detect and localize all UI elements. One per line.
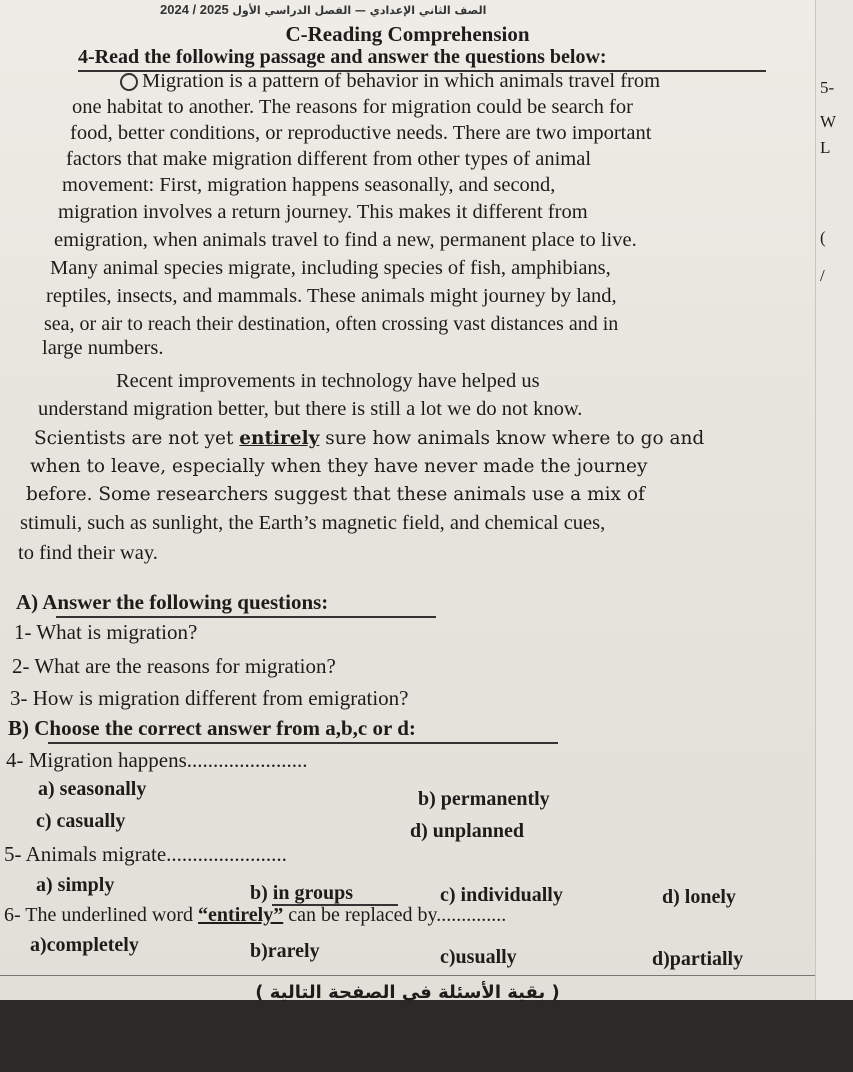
margin-fragment: 5- (820, 78, 835, 97)
passage-line-14: Scientists are not yet entirely sure how animals know where to go and (34, 428, 705, 449)
page-header (160, 2, 486, 17)
passage-line-4: factors that make migration different from other types of animal (66, 148, 592, 170)
section-b-underline (48, 742, 558, 744)
margin-fragment: ( (820, 228, 826, 247)
margin-fragment: W (820, 112, 837, 131)
section-b-heading: B) Choose the correct answer from a,b,c or d: (8, 716, 416, 740)
passage-line-9: reptiles, insects, and mammals. These animals might journey by land, (46, 285, 617, 307)
instruction: 4-Read the following passage and answer the questions below: (78, 46, 607, 68)
passage-line-15: when to leave, especially when they have never made the journey (30, 456, 648, 477)
question-2: 2- What are the reasons for migration? (12, 654, 336, 678)
passage-line-1: Migration is a pattern of behavior in which animals travel from (120, 70, 660, 93)
margin-fragment: / (820, 266, 825, 285)
q6-option-b[interactable]: b)rarely (250, 940, 320, 962)
q5-option-c[interactable]: c) individually (440, 884, 563, 906)
table-surface (0, 1000, 853, 1072)
passage-line-18: to find their way. (18, 542, 158, 564)
next-page-edge (815, 0, 853, 1030)
passage-line-5: movement: First, migration happens seasonally, and second, (62, 174, 556, 196)
passage-line-13: understand migration better, but there is still a lot we do not know. (38, 398, 583, 420)
q6-option-c[interactable]: c)usually (440, 946, 517, 968)
q6-option-d[interactable]: d)partially (652, 948, 744, 970)
passage-line-8: Many animal species migrate, including species of fish, amphibians, (50, 257, 611, 279)
underlined-word: entirely (239, 428, 320, 449)
passage-line-12: Recent improvements in technology have helped us (116, 370, 540, 392)
footer-note: ( بقية الأسئلة في الصفحة التالية ) (255, 982, 560, 1003)
arabic-header: الصف الثاني الإعدادي — الفصل الدراسي الأول (232, 4, 487, 17)
q5-option-b[interactable]: b) in groups (250, 882, 354, 904)
section-title: C-Reading Comprehension (285, 22, 530, 46)
passage-line-16: before. Some researchers suggest that these animals use a mix of (26, 484, 645, 505)
passage-line-10: sea, or air to reach their destination, often crossing vast distances and in (44, 313, 619, 335)
passage-line-3: food, better conditions, or reproductive needs. There are two important (70, 122, 652, 144)
q4-option-a[interactable]: a) seasonally (38, 778, 147, 800)
passage-line-17: stimuli, such as sunlight, the Earth’s magnetic field, and chemical cues, (20, 512, 606, 534)
q4-option-b[interactable]: b) permanently (418, 788, 550, 810)
q4-option-c[interactable]: c) casually (36, 810, 126, 832)
question-5-stem: 5- Animals migrate....................... (4, 842, 287, 866)
question-4-stem: 4- Migration happens....................... (6, 748, 308, 772)
passage-line-6: migration involves a return journey. This makes it different from (58, 201, 588, 223)
q6-word: “entirely” (198, 904, 284, 926)
footer-divider (0, 975, 815, 976)
circle-mark-icon (120, 73, 138, 91)
q5-option-d[interactable]: d) lonely (662, 886, 736, 908)
margin-fragment: L (820, 138, 831, 157)
section-a-heading: A) Answer the following questions: (16, 590, 329, 614)
q6-option-a[interactable]: a)completely (30, 934, 139, 956)
section-a-underline (56, 616, 436, 618)
passage-line-2: one habitat to another. The reasons for migration could be search for (72, 96, 633, 118)
passage-line-7: emigration, when animals travel to find a new, permanent place to live. (54, 229, 637, 251)
school-year: 2024 / 2025 (160, 2, 229, 17)
question-1: 1- What is migration? (14, 620, 198, 644)
q4-option-d[interactable]: d) unplanned (410, 820, 524, 842)
passage-line-11: large numbers. (42, 337, 164, 359)
q5-option-a[interactable]: a) simply (36, 874, 115, 896)
question-6-stem: 6- The underlined word “entirely” can be replaced by.............. (4, 904, 507, 926)
question-3: 3- How is migration different from emigration? (10, 686, 409, 710)
